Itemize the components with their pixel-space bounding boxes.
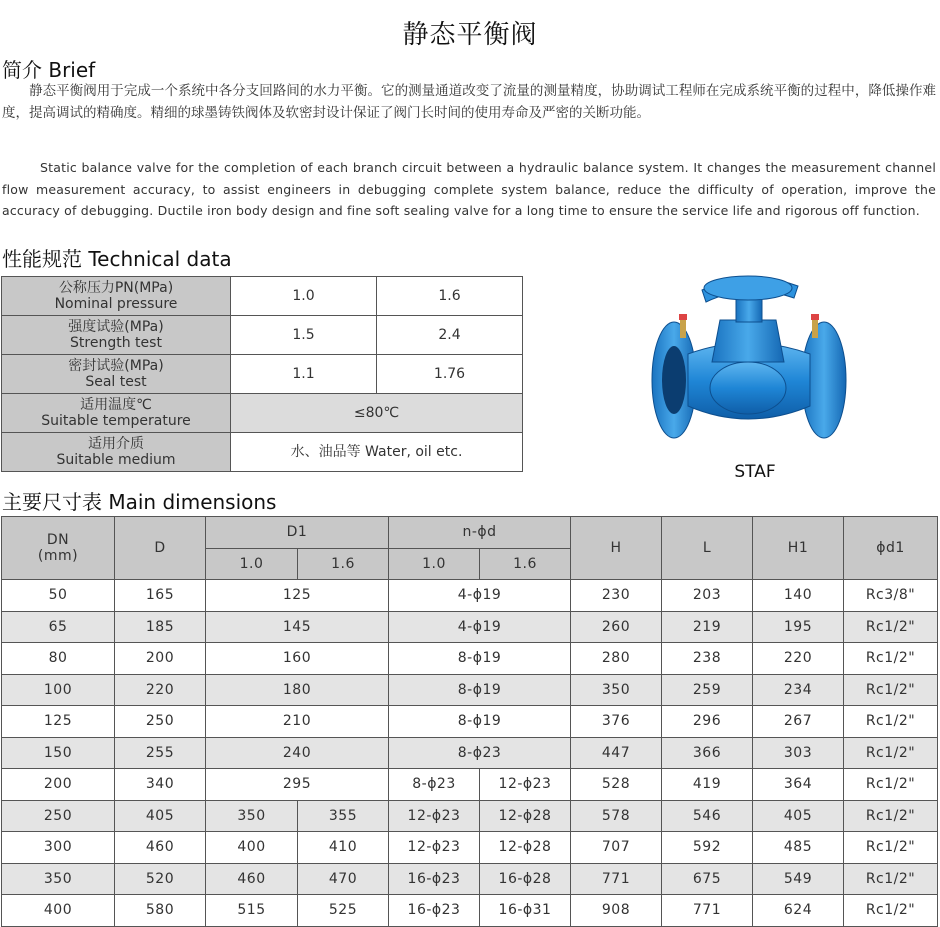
cell-d: 405 [115,800,206,832]
cell-dn: 300 [2,832,115,864]
cell-h1: 364 [753,769,844,801]
cell-d1: 125 [206,580,389,612]
cell-d: 520 [115,863,206,895]
cell-h1: 303 [753,737,844,769]
cell-d: 340 [115,769,206,801]
table-row [2,316,523,355]
col-d1-pn16: 1.6 [298,548,389,580]
spec-value-pn16: 1.76 [377,355,523,394]
cell-d1-pn10: 400 [206,832,298,864]
table-row [2,277,523,316]
spec-label [2,433,231,472]
cell-n-pn10: 16-ϕ23 [389,895,480,927]
spec-value: ≤80℃ [231,394,523,433]
cell-n-pn16: 12-ϕ28 [480,832,571,864]
cell-dn: 150 [2,737,115,769]
cell-dn: 250 [2,800,115,832]
col-phid1: ϕd1 [844,517,938,580]
cell-d1: 240 [206,737,389,769]
cell-phid1: Rc1/2" [844,674,938,706]
cell-h: 376 [571,706,662,738]
cell-l: 259 [662,674,753,706]
cell-d1-pn16: 355 [298,800,389,832]
cell-d1-pn16: 525 [298,895,389,927]
cell-d: 200 [115,643,206,675]
table-row [2,580,938,612]
cell-d1-pn10: 350 [206,800,298,832]
cell-n-phid: 4-ϕ19 [389,611,571,643]
cell-h: 771 [571,863,662,895]
cell-dn: 125 [2,706,115,738]
cell-phid1: Rc1/2" [844,706,938,738]
col-n-pn10: 1.0 [389,548,480,580]
table-row [2,394,523,433]
spec-value-pn16: 1.6 [377,277,523,316]
table-row [2,706,938,738]
spec-label-en: Suitable temperature [41,413,191,429]
col-dn: DN (mm) [2,517,115,580]
spec-label-zh: 强度试验(MPa) [68,319,164,335]
cell-d: 250 [115,706,206,738]
cell-l: 219 [662,611,753,643]
cell-h: 707 [571,832,662,864]
col-h1: H1 [753,517,844,580]
cell-phid1: Rc1/2" [844,769,938,801]
table-row [2,895,938,927]
table-row [2,769,938,801]
spec-value-pn10: 1.5 [231,316,377,355]
spec-value: 水、油品等 Water, oil etc. [231,433,523,472]
cell-h1: 624 [753,895,844,927]
cell-phid1: Rc3/8" [844,580,938,612]
cell-n-pn10: 12-ϕ23 [389,800,480,832]
spec-value-pn10: 1.1 [231,355,377,394]
table-row [2,355,523,394]
cell-l: 366 [662,737,753,769]
cell-d: 185 [115,611,206,643]
col-n-phid: n-ϕd [389,517,571,549]
cell-h1: 234 [753,674,844,706]
col-d1: D1 [206,517,389,549]
spec-label [2,394,231,433]
cell-n-phid: 8-ϕ23 [389,737,571,769]
cell-h1: 485 [753,832,844,864]
cell-h: 578 [571,800,662,832]
cell-phid1: Rc1/2" [844,863,938,895]
spec-label-zh: 适用温度℃ [80,397,152,413]
spec-value-pn16: 2.4 [377,316,523,355]
cell-d1: 210 [206,706,389,738]
product-label: STAF [734,462,776,482]
cell-d: 220 [115,674,206,706]
brief-text-en: Static balance valve for the completion of each branch circuit between a hydraulic balance system. It changes the measurement channel flow measurement accuracy, to assist engineers in debugging complete system balance, reduce the difficulty of operation, improve the accuracy of debugging. Ductile iron body design and fine soft sealing valve for a long time to ensure the service life and rigorous off function. [2,160,936,218]
technical-table [1,276,523,472]
cell-l: 296 [662,706,753,738]
table-row [2,800,938,832]
cell-n-phid: 8-ϕ19 [389,643,571,675]
table-row [2,643,938,675]
cell-d1: 295 [206,769,389,801]
cell-dn: 65 [2,611,115,643]
col-d1-pn10: 1.0 [206,548,298,580]
spec-label-en: Nominal pressure [54,296,178,312]
cell-phid1: Rc1/2" [844,895,938,927]
spec-value-pn10: 1.0 [231,277,377,316]
dimensions-heading: 主要尺寸表 Main dimensions [2,490,277,514]
page-title: 静态平衡阀 [402,20,538,50]
cell-n-phid: 4-ϕ19 [389,580,571,612]
spec-label-zh: 公称压力PN(MPa) [58,280,174,296]
dimensions-table [1,516,938,927]
cell-h: 528 [571,769,662,801]
cell-d: 460 [115,832,206,864]
cell-phid1: Rc1/2" [844,800,938,832]
cell-h1: 220 [753,643,844,675]
cell-l: 771 [662,895,753,927]
cell-l: 238 [662,643,753,675]
cell-dn: 80 [2,643,115,675]
cell-l: 419 [662,769,753,801]
cell-h: 230 [571,580,662,612]
cell-dn: 100 [2,674,115,706]
spec-label-en: Seal test [85,374,147,390]
cell-d1-pn16: 470 [298,863,389,895]
col-n-pn16: 1.6 [480,548,571,580]
cell-h: 350 [571,674,662,706]
cell-l: 675 [662,863,753,895]
spec-label-en: Strength test [70,335,162,351]
cell-n-pn16: 16-ϕ28 [480,863,571,895]
cell-n-pn16: 16-ϕ31 [480,895,571,927]
cell-h: 908 [571,895,662,927]
table-row [2,832,938,864]
cell-h1: 267 [753,706,844,738]
spec-label [2,277,231,316]
table-row [2,433,523,472]
cell-d: 165 [115,580,206,612]
cell-dn: 350 [2,863,115,895]
cell-dn: 50 [2,580,115,612]
cell-l: 203 [662,580,753,612]
cell-n-pn10: 12-ϕ23 [389,832,480,864]
cell-l: 592 [662,832,753,864]
brief-text-zh: 静态平衡阀用于完成一个系统中各分支回路间的水力平衡。它的测量通道改变了流量的测量精度，协助调试工程师在完成系统平衡的过程中，降低操作难度，提高调试的精确度。精细的球墨铸铁阀体及软密封设计保证了阀门长时间的使用寿命及严密的关断功能。 [2,83,936,121]
technical-heading: 性能规范 Technical data [2,247,232,271]
cell-d1-pn16: 410 [298,832,389,864]
cell-n-pn16: 12-ϕ28 [480,800,571,832]
cell-n-phid: 8-ϕ19 [389,706,571,738]
cell-d1-pn10: 515 [206,895,298,927]
cell-l: 546 [662,800,753,832]
col-h: H [571,517,662,580]
cell-d1: 145 [206,611,389,643]
cell-n-pn10: 16-ϕ23 [389,863,480,895]
brief-heading: 简介 Brief [2,58,96,82]
cell-h: 447 [571,737,662,769]
cell-phid1: Rc1/2" [844,611,938,643]
cell-phid1: Rc1/2" [844,737,938,769]
cell-n-phid: 8-ϕ19 [389,674,571,706]
col-d: D [115,517,206,580]
cell-d: 255 [115,737,206,769]
spec-label-zh: 适用介质 [88,436,144,452]
cell-h1: 195 [753,611,844,643]
cell-n-pn16: 12-ϕ23 [480,769,571,801]
cell-d: 580 [115,895,206,927]
col-l: L [662,517,753,580]
cell-phid1: Rc1/2" [844,832,938,864]
spec-label [2,355,231,394]
spec-label-en: Suitable medium [56,452,176,468]
cell-d1: 160 [206,643,389,675]
cell-dn: 400 [2,895,115,927]
cell-n-pn10: 8-ϕ23 [389,769,480,801]
cell-h1: 140 [753,580,844,612]
cell-dn: 200 [2,769,115,801]
table-row [2,737,938,769]
cell-h1: 405 [753,800,844,832]
spec-label [2,316,231,355]
spec-label-zh: 密封试验(MPa) [68,358,164,374]
cell-phid1: Rc1/2" [844,643,938,675]
cell-h: 260 [571,611,662,643]
table-row [2,611,938,643]
table-row [2,674,938,706]
cell-h1: 549 [753,863,844,895]
table-row [2,863,938,895]
cell-h: 280 [571,643,662,675]
cell-d1: 180 [206,674,389,706]
staf-valve-image [648,262,850,454]
cell-d1-pn10: 460 [206,863,298,895]
